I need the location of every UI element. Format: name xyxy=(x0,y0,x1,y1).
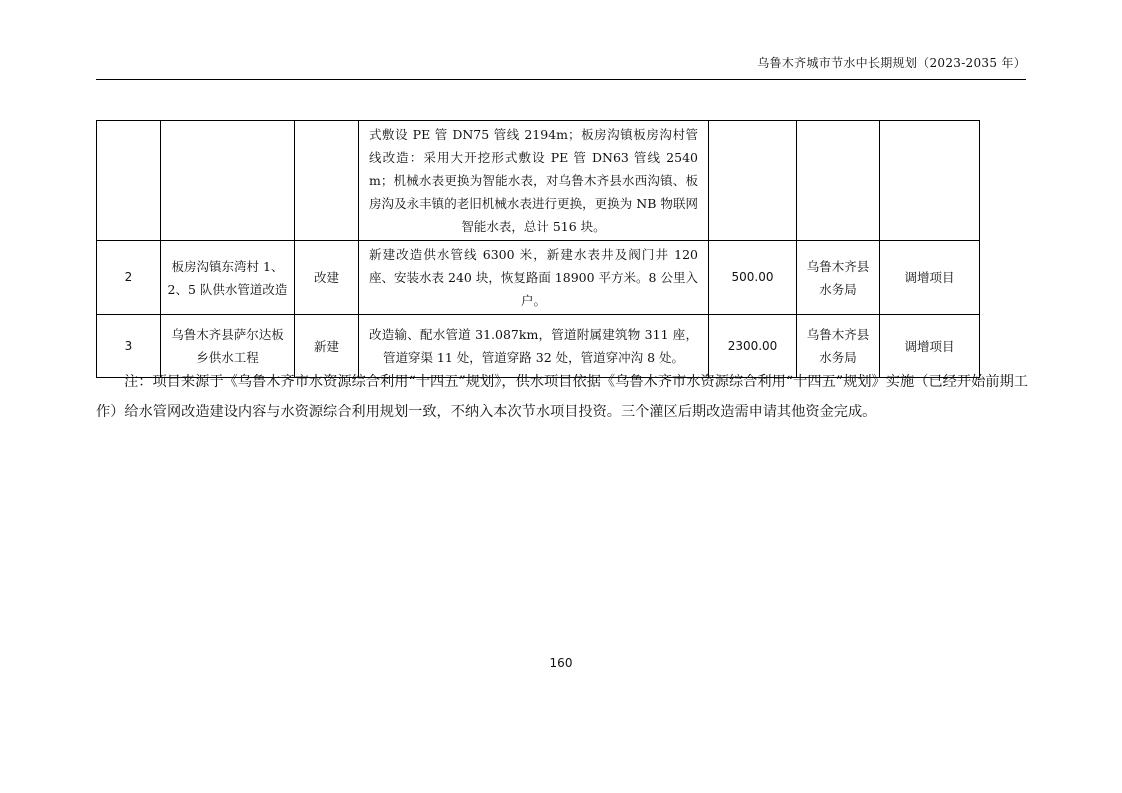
investment-cell: 500.00 xyxy=(709,241,797,315)
remark-cell: 调增项目 xyxy=(880,241,980,315)
construction-type-cell: 改建 xyxy=(295,241,359,315)
header-divider xyxy=(96,79,1026,80)
row-index-cell: 3 xyxy=(97,315,161,378)
investment-cell xyxy=(709,121,797,241)
construction-type-cell: 新建 xyxy=(295,315,359,378)
project-name-cell: 乌鲁木齐县萨尔达板乡供水工程 xyxy=(161,315,295,378)
project-table xyxy=(96,120,980,378)
construction-content-cell: 式敷设 PE 管 DN75 管线 2194m；板房沟镇板房沟村管线改造：采用大开挖形式敷设 PE 管 DN63 管线 2540m；机械水表更换为智能水表，对乌鲁木齐县水西沟镇、板房沟及永丰镇的老旧机械水表进行更换，更换为 NB 物联网智能水表，总计 516 块。 xyxy=(359,121,709,241)
remark-cell: 调增项目 xyxy=(880,315,980,378)
investment-cell: 2300.00 xyxy=(709,315,797,378)
responsible-unit-cell: 乌鲁木齐县水务局 xyxy=(797,315,880,378)
construction-content-cell: 新建改造供水管线 6300 米，新建水表井及阀门井 120 座、安装水表 240 块，恢复路面 18900 平方米。8 公里入户。 xyxy=(359,241,709,315)
remark-cell xyxy=(880,121,980,241)
responsible-unit-cell xyxy=(797,121,880,241)
running-header: 乌鲁木齐城市节水中长期规划（2023-2035 年） xyxy=(757,56,1026,70)
responsible-unit-cell: 乌鲁木齐县水务局 xyxy=(797,241,880,315)
construction-type-cell xyxy=(295,121,359,241)
table-row xyxy=(97,121,980,241)
row-index-cell: 2 xyxy=(97,241,161,315)
project-name-cell xyxy=(161,121,295,241)
row-index-cell xyxy=(97,121,161,241)
table-row xyxy=(97,241,980,315)
page-number: 160 xyxy=(549,656,573,670)
construction-content-cell: 改造输、配水管道 31.087km，管道附属建筑物 311 座，管道穿渠 11 处，管道穿路 32 处，管道穿冲沟 8 处。 xyxy=(359,315,709,378)
project-name-cell: 板房沟镇东湾村 1、2、5 队供水管道改造 xyxy=(161,241,295,315)
table-note: 注：项目来源于《乌鲁木齐市水资源综合利用“十四五”规划》，供水项目依据《乌鲁木齐市水资源综合利用“十四五”规划》实施（已经开始前期工作）给水管网改造建设内容与水资源综合利用规划一致，不纳入本次节水项目投资。三个灌区后期改造需申请其他资金完成。 xyxy=(96,374,1028,421)
